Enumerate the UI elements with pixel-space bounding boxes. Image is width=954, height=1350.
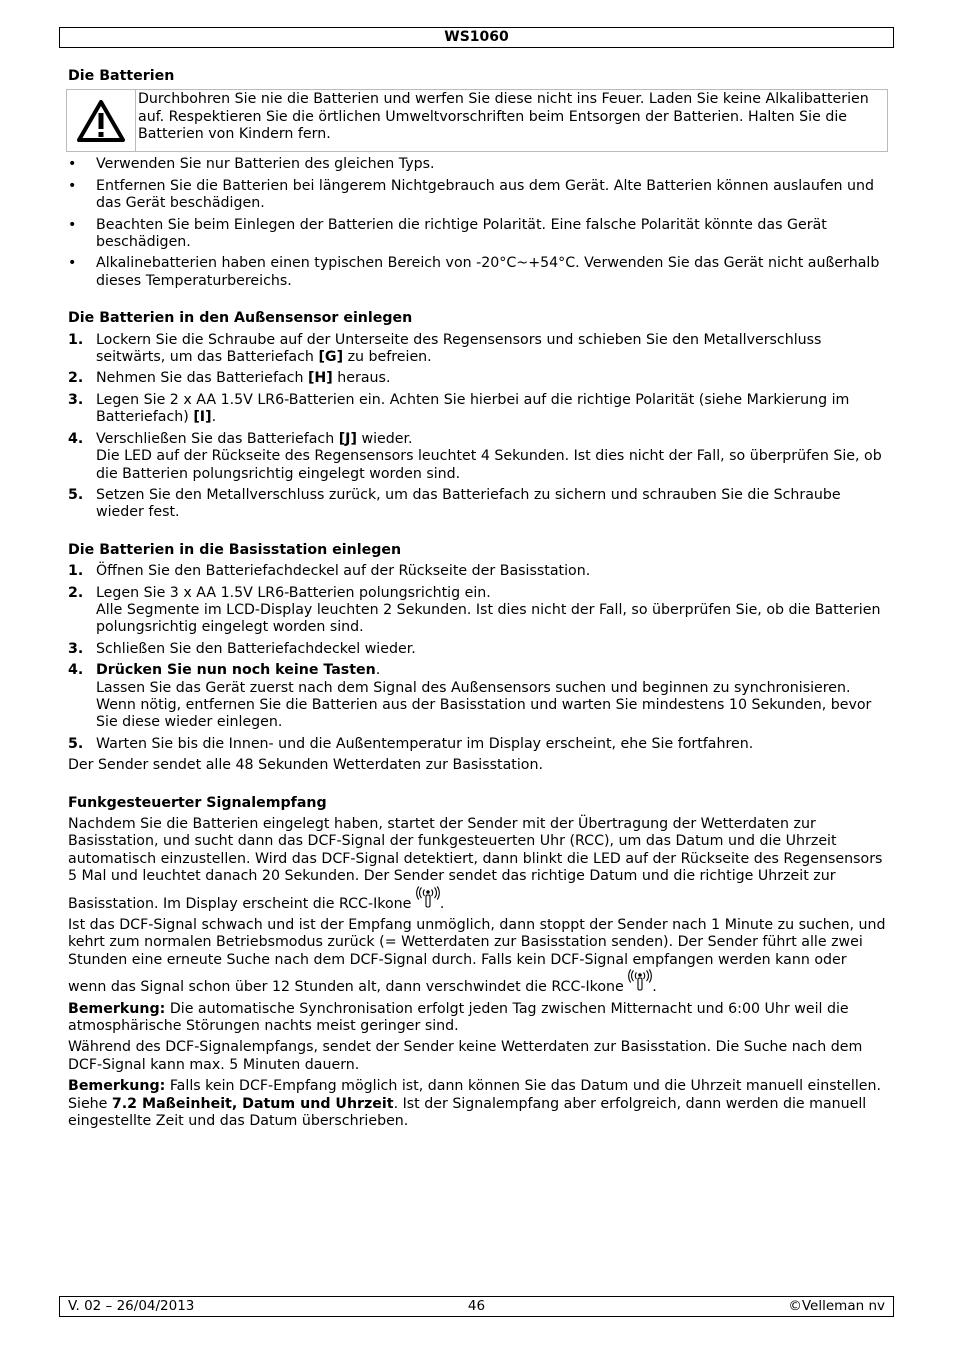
- list-item: 3. Schließen Sie den Batteriefachdeckel wieder.: [68, 640, 416, 657]
- sensor-steps: [68, 332, 888, 522]
- version-date: V. 02 – 26/04/2013: [68, 1298, 195, 1314]
- rcc-signal-icon: [628, 969, 652, 993]
- list-item: 3. Legen Sie 2 x AA 1.5V LR6-Batterien ein. Achten Sie hierbei auf die richtige Polarität (siehe Markierung im Batteriefach) [I].: [68, 391, 850, 426]
- list-item: • Alkalinebatterien haben einen typischen Bereich von -20°C~+54°C. Verwenden Sie das Gerät nicht außerhalb dieses Temperaturbereichs.: [68, 255, 880, 289]
- list-item: 2. Nehmen Sie das Batteriefach [H] heraus.: [68, 370, 391, 387]
- list-item: • Entfernen Sie die Batterien bei längerem Nichtgebrauch aus dem Gerät. Alte Batterien können auslaufen und das Gerät beschädigen.: [68, 177, 875, 212]
- section-title-sensor: Die Batterien in den Außensensor einlegen: [68, 310, 413, 327]
- paragraph: Der Sender sendet alle 48 Sekunden Wetterdaten zur Basisstation.: [68, 757, 543, 774]
- list-item: 4. Drücken Sie nun noch keine Tasten. Lassen Sie das Gerät zuerst nach dem Signal des Außensensors suchen und beginnen zu synchronisieren. Wenn nötig, entfernen Sie die Batterien aus der Basisstation und warten Sie mindestens 10 Sekunden, bevor Sie diese wieder einlegen.: [68, 662, 872, 731]
- warning-box: [66, 89, 888, 152]
- warning-triangle-icon: [76, 99, 126, 143]
- page-footer: [59, 1296, 894, 1317]
- section-sensor: [68, 310, 888, 521]
- paragraph: Ist das DCF-Signal schwach und ist der Empfang unmöglich, dann stoppt der Sender nach 1 Minute zu suchen, und kehrt zum normalen Betriebsmodus zurück (= Wetterdaten zur Basisstation senden). Der Sender führt alle zwei Stunden eine erneute Suche nach dem DCF-Signal durch. Falls kein DCF-Signal empfangen werden kann oder wenn das Signal schon über 12 Stunden alt, dann verschwindet die RCC-Ikone .: [68, 917, 886, 996]
- bullet-icon: •: [68, 216, 77, 233]
- bullet-icon: •: [68, 156, 77, 173]
- rcc-signal-icon: [416, 886, 440, 910]
- note-paragraph: Bemerkung: Die automatische Synchronisation erfolgt jeden Tag zwischen Mitternacht und 6:00 Uhr weil die atmosphärische Störungen nachts meist geringer sind.: [68, 1000, 849, 1035]
- warning-icon-cell: [67, 90, 136, 151]
- section-title-batteries: Die Batterien: [68, 68, 175, 84]
- page-header: [59, 27, 894, 48]
- list-item: 4. Verschließen Sie das Batteriefach [J] wieder. Die LED auf der Rückseite des Regensensors leuchtet 4 Sekunden. Ist dies nicht der Fall, so überprüfen Sie, ob die Batterien polungsrichtig eingelegt worden sind.: [68, 430, 882, 482]
- copyright: ©Velleman nv: [788, 1298, 885, 1314]
- section-base: [68, 542, 888, 775]
- warning-text: Durchbohren Sie nie die Batterien und werfen Sie diese nicht ins Feuer. Laden Sie keine Alkalibatterien auf. Respektieren Sie die örtlichen Umweltvorschriften beim Entsorgen der Batterien. Halten Sie die Batterien von Kindern fern.: [138, 91, 869, 143]
- note-paragraph: Bemerkung: Falls kein DCF-Empfang möglich ist, dann können Sie das Datum und die Uhrzeit manuell einstellen. Siehe 7.2 Maßeinheit, Datum und Uhrzeit. Ist der Signalempfang aber erfolgreich, dann werden die manuell eingestellte Zeit und das Datum überschrieben.: [68, 1078, 881, 1130]
- battery-bullet-list: [68, 156, 888, 290]
- paragraph: Nachdem Sie die Batterien eingelegt haben, startet der Sender mit der Übertragung der Wetterdaten zur Basisstation, und sucht dann das DCF-Signal der funkgesteuerten Uhr (RCC), um das Datum und die Uhrzeit automatisch einzustellen. Wird das DCF-Signal detektiert, dann blinkt die LED auf der Rückseite des Regensensors 5 Mal und leuchtet danach 20 Sekunden. Der Sender sendet das richtige Datum und die richtige Uhrzeit zur Basisstation. Im Display erscheint die RCC-Ikone .: [68, 816, 883, 912]
- list-item: • Beachten Sie beim Einlegen der Batterien die richtige Polarität. Eine falsche Polarität könnte das Gerät beschädigen.: [68, 216, 827, 251]
- bullet-icon: •: [68, 177, 77, 194]
- paragraph: Während des DCF-Signalempfangs, sendet der Sender keine Wetterdaten zur Basisstation. Die Suche nach dem DCF-Signal kann max. 5 Minuten dauern.: [68, 1039, 863, 1073]
- section-radio: [68, 795, 888, 1131]
- list-item: • Verwenden Sie nur Batterien des gleichen Typs.: [68, 156, 435, 173]
- list-item: 1. Lockern Sie die Schraube auf der Unterseite des Regensensors und schieben Sie den Metallverschluss seitwärts, um das Batteriefach [G] zu befreien.: [68, 331, 822, 366]
- section-title-radio: Funkgesteuerter Signalempfang: [68, 794, 327, 811]
- base-steps: [68, 563, 888, 753]
- list-item: 5. Setzen Sie den Metallverschluss zurück, um das Batteriefach zu sichern und schrauben Sie die Schraube wieder fest.: [68, 486, 841, 521]
- document-title: WS1060: [444, 29, 509, 45]
- list-item: 2. Legen Sie 3 x AA 1.5V LR6-Batterien polungsrichtig ein. Alle Segmente im LCD-Display leuchten 2 Sekunden. Ist dies nicht der Fall, so überprüfen Sie, ob die Batterien polungsrichtig eingelegt worden sind.: [68, 584, 881, 636]
- section-title-base: Die Batterien in die Basisstation einlegen: [68, 541, 402, 558]
- page-number: 46: [467, 1298, 486, 1314]
- list-item: 5. Warten Sie bis die Innen- und die Außentemperatur im Display erscheint, ehe Sie fortfahren.: [68, 735, 754, 752]
- page-content: [68, 68, 888, 1131]
- bullet-icon: •: [68, 255, 77, 272]
- list-item: 1. Öffnen Sie den Batteriefachdeckel auf der Rückseite der Basisstation.: [68, 563, 591, 580]
